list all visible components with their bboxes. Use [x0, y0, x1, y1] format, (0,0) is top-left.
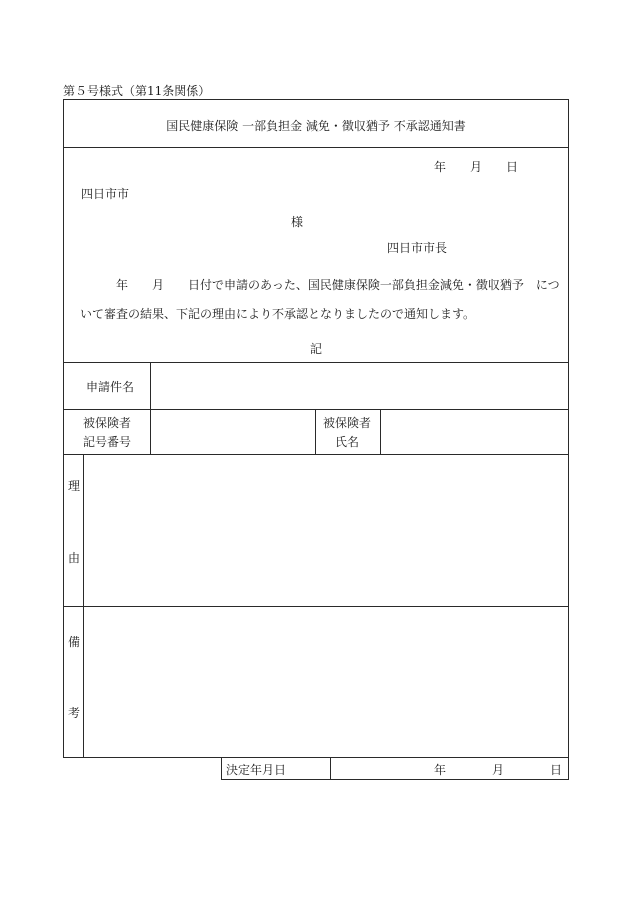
- date-month: 月: [470, 160, 483, 174]
- body-line-1: 年 月 日付で申請のあった、国民健康保険一部負担金減免・徴収猶予 につ: [116, 278, 560, 292]
- body-line-2: いて審査の結果、下記の理由により不承認となりましたので通知します。: [80, 307, 476, 321]
- column-divider: [315, 409, 316, 454]
- decision-year: 年: [434, 763, 447, 777]
- form-number-label: 第５号様式（第11条関係）: [63, 84, 211, 98]
- date-year: 年: [434, 160, 447, 174]
- insured-number-label-1: 被保険者: [83, 416, 132, 430]
- insured-name-field[interactable]: [381, 410, 567, 453]
- honorific: 様: [291, 215, 304, 229]
- insured-number-label-2: 記号番号: [83, 435, 132, 449]
- notice-form: [63, 99, 569, 758]
- ki-heading: 記: [310, 342, 323, 356]
- issuer-name: 四日市市長: [387, 241, 448, 255]
- application-case-field[interactable]: [151, 363, 567, 408]
- divider: [64, 147, 568, 148]
- date-day: 日: [506, 160, 519, 174]
- decision-date-field[interactable]: [331, 758, 567, 779]
- remarks-label-char-2: 考: [68, 706, 81, 720]
- decision-day: 日: [550, 763, 563, 777]
- decision-date-label: 決定年月日: [226, 763, 287, 777]
- document-title: 国民健康保険 一部負担金 減免・徴収猶予 不承認通知書: [166, 119, 466, 133]
- reason-label-char-2: 由: [68, 551, 81, 565]
- decision-month: 月: [492, 763, 505, 777]
- insured-name-label-2: 氏名: [335, 435, 360, 449]
- decision-date-row: [221, 757, 569, 780]
- insured-name-label-1: 被保険者: [323, 416, 372, 430]
- recipient-city: 四日市市: [81, 187, 130, 201]
- reason-label-char-1: 理: [68, 479, 81, 493]
- application-case-label: 申請件名: [86, 380, 135, 394]
- remarks-label-char-1: 備: [68, 635, 81, 649]
- reason-field[interactable]: [84, 455, 567, 605]
- insured-number-field[interactable]: [151, 410, 314, 453]
- remarks-field[interactable]: [84, 607, 567, 756]
